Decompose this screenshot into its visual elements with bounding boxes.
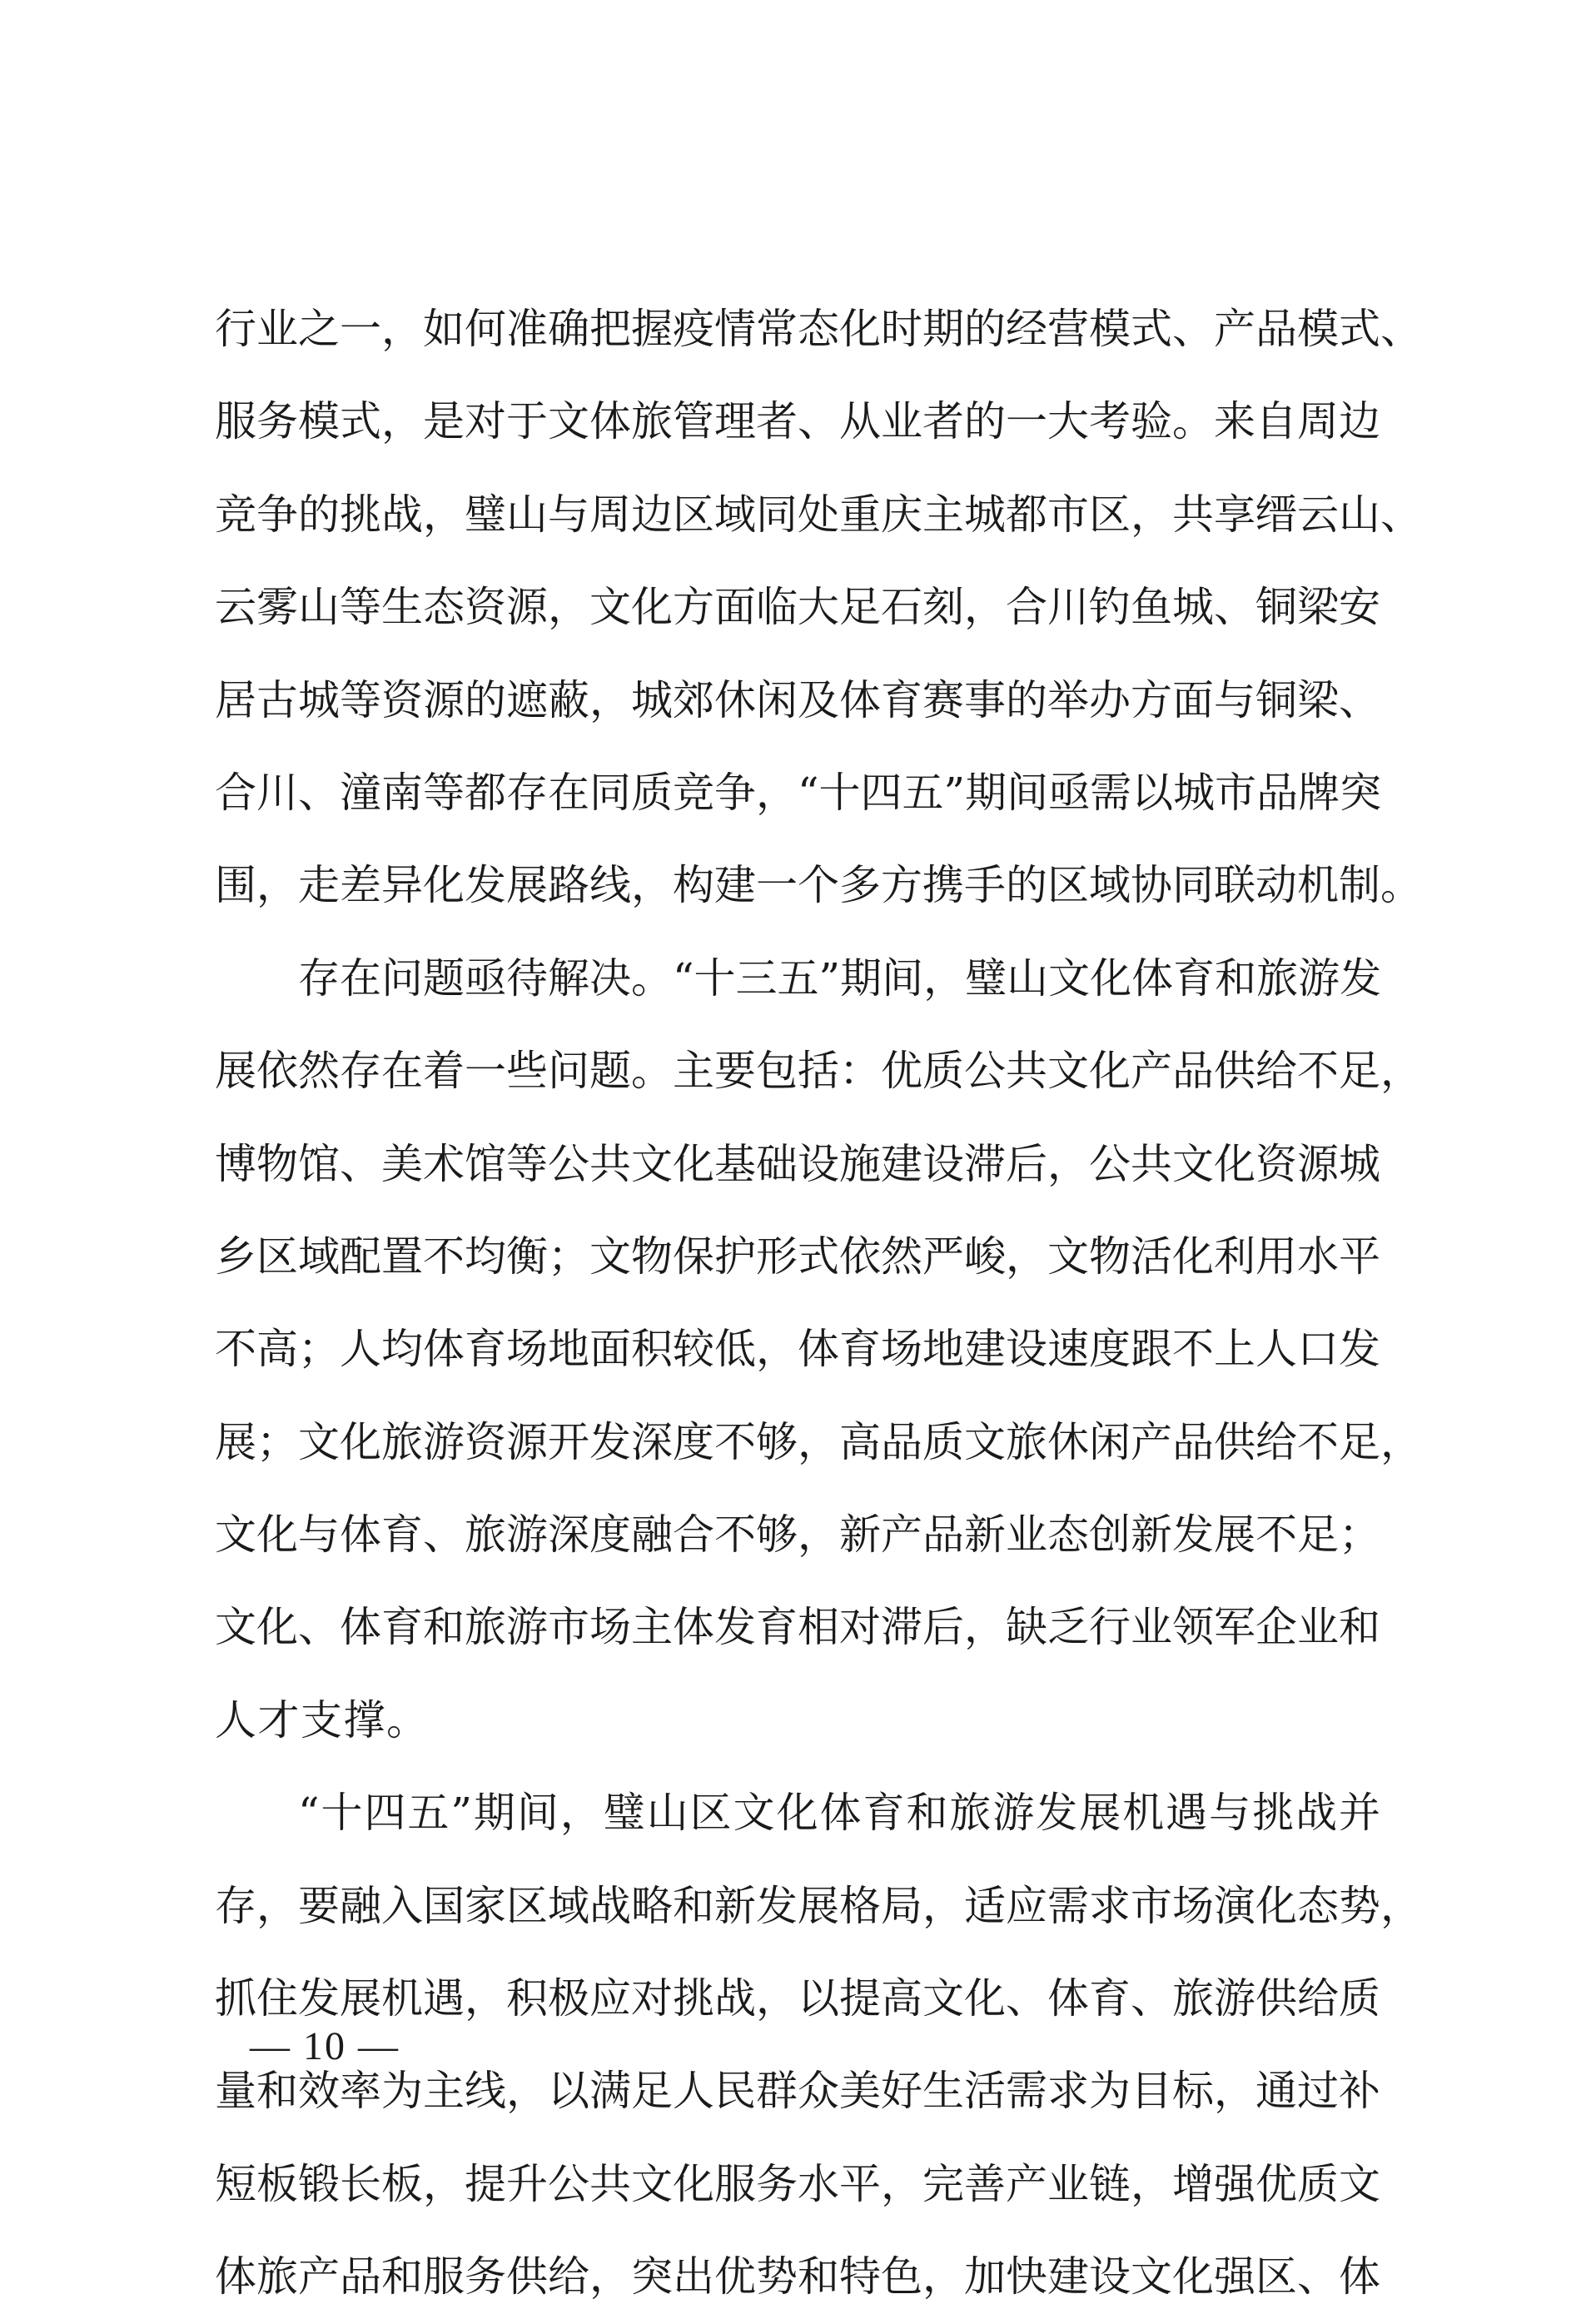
text-line: 展依然存在着一些问题。主要包括：优质公共文化产品供给不足， bbox=[215, 1047, 1422, 1096]
text-line: 合川、潼南等都存在同质竞争，“十四五”期间亟需以城市品牌突 bbox=[215, 768, 1382, 817]
text-line: 文化与体育、旅游深度融合不够，新产品新业态创新发展不足； bbox=[215, 1510, 1380, 1560]
text-line: 文化、体育和旅游市场主体发育相对滞后，缺乏行业领军企业和 bbox=[215, 1603, 1380, 1652]
text-line: 短板锻长板，提升公共文化服务水平，完善产业链，增强优质文 bbox=[215, 2159, 1380, 2208]
paragraph-2 bbox=[215, 933, 1422, 1768]
text-line: 存，要融入国家区域战略和新发展格局，适应需求市场演化态势， bbox=[215, 1881, 1422, 1930]
text-line: 展；文化旅游资源开发深度不够，高品质文旅休闲产品供给不足， bbox=[215, 1417, 1422, 1466]
text-line: 不高；人均体育场地面积较低，体育场地建设速度跟不上人口发 bbox=[215, 1325, 1380, 1374]
text-line: 乡区域配置不均衡；文物保护形式依然严峻，文物活化利用水平 bbox=[215, 1232, 1380, 1281]
text-line: 围，走差异化发展路线，构建一个多方携手的区域协同联动机制。 bbox=[215, 861, 1422, 910]
text-line: 居古城等资源的遮蔽，城郊休闲及体育赛事的举办方面与铜梁、 bbox=[215, 675, 1380, 724]
text-line: 博物馆、美术馆等公共文化基础设施建设滞后，公共文化资源城 bbox=[215, 1139, 1380, 1188]
text-line: 云雾山等生态资源，文化方面临大足石刻，合川钓鱼城、铜梁安 bbox=[215, 583, 1380, 632]
text-line: 人才支撑。 bbox=[215, 1695, 430, 1744]
page-number: — 10 — bbox=[250, 2024, 400, 2068]
body-text bbox=[215, 283, 1422, 2324]
text-line: 服务模式，是对于文体旅管理者、从业者的一大考验。来自周边 bbox=[215, 397, 1380, 446]
text-line: 竞争的挑战，璧山与周边区域同处重庆主城都市区，共享缙云山、 bbox=[215, 490, 1422, 539]
text-line: 体旅产品和服务供给，突出优势和特色，加快建设文化强区、体 bbox=[215, 2252, 1380, 2302]
text-line: 量和效率为主线，以满足人民群众美好生活需求为目标，通过补 bbox=[215, 2067, 1380, 2116]
paragraph-1 bbox=[215, 283, 1422, 933]
text-line: 存在问题亟待解决。“十三五”期间，璧山文化体育和旅游发 bbox=[298, 953, 1382, 1003]
text-line: “十四五”期间，璧山区文化体育和旅游发展机遇与挑战并 bbox=[298, 1789, 1380, 1838]
text-line: 抓住发展机遇，积极应对挑战，以提高文化、体育、旅游供给质 bbox=[215, 1974, 1380, 2023]
text-line: 行业之一，如何准确把握疫情常态化时期的经营模式、产品模式、 bbox=[215, 305, 1422, 353]
